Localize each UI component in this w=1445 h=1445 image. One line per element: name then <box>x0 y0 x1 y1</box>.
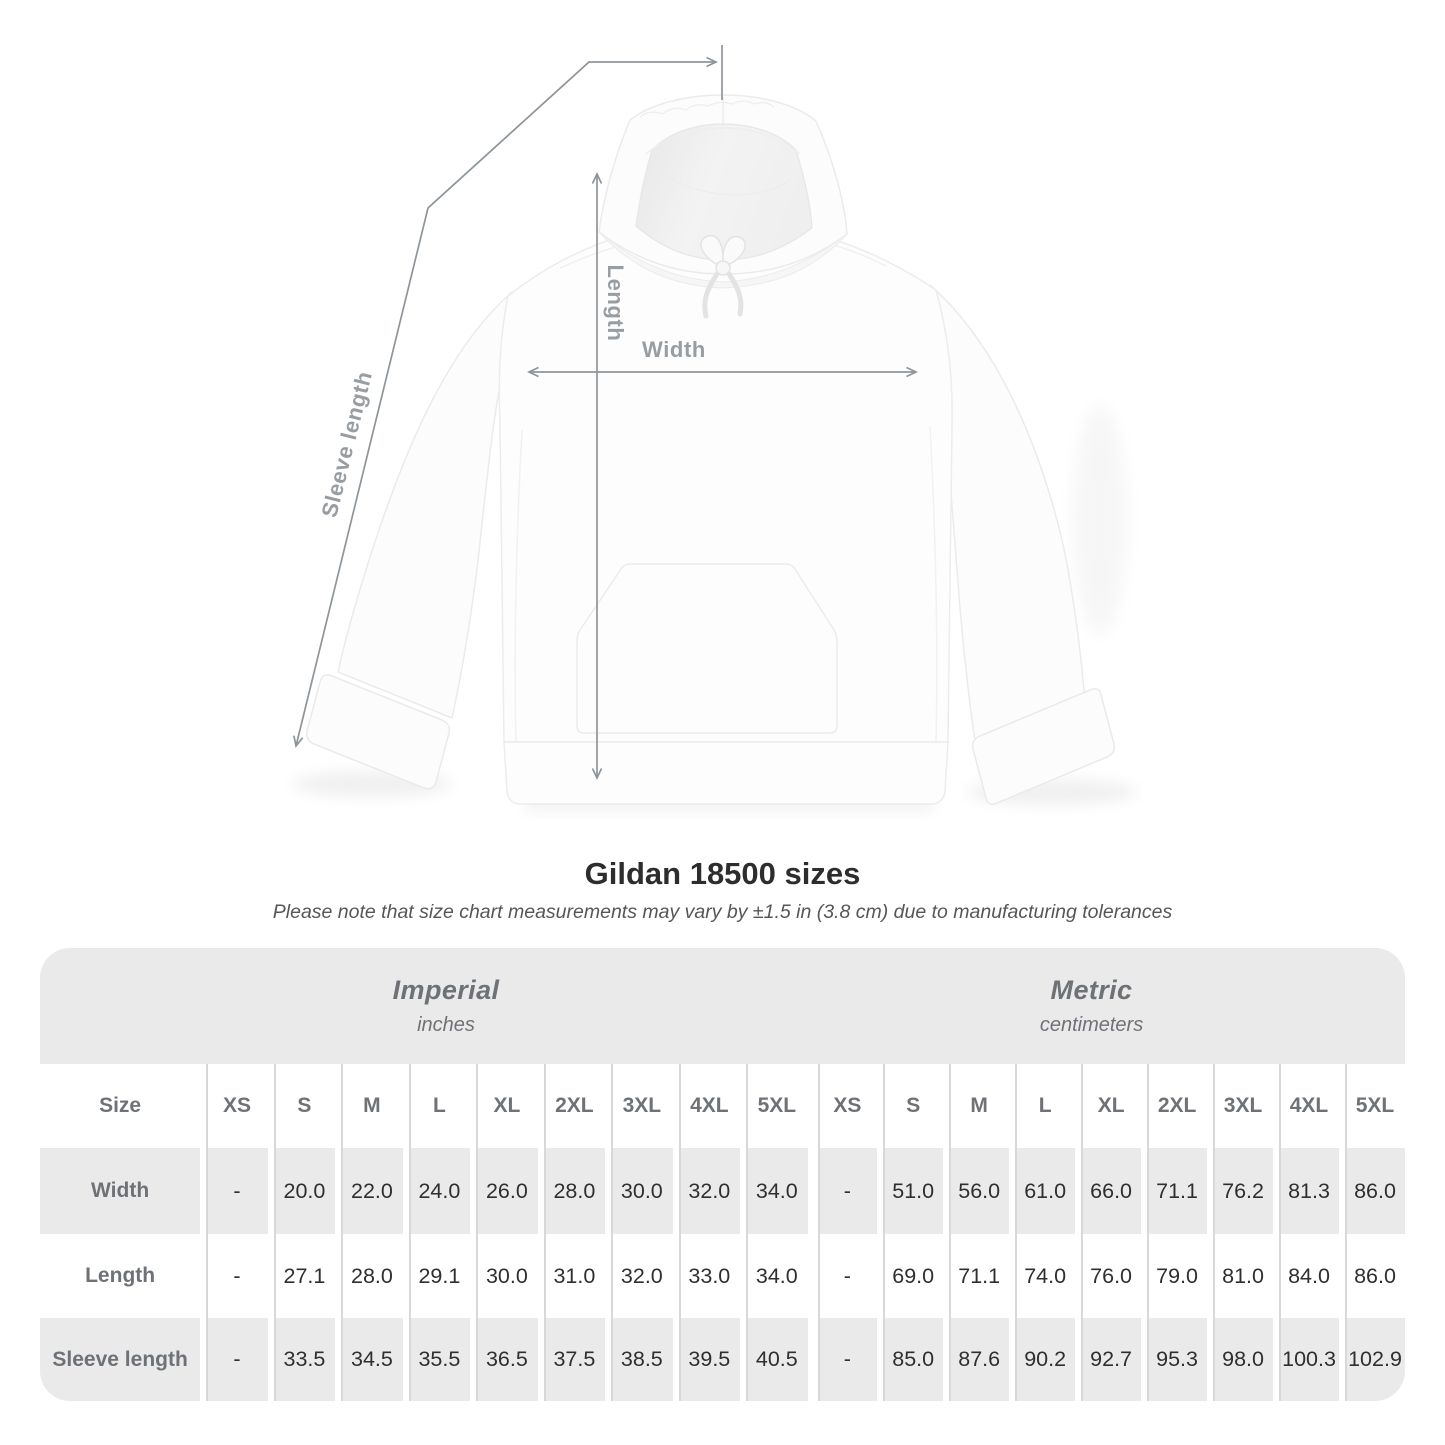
size-column-header-metric: 4XL <box>1273 1064 1339 1148</box>
right-sleeve <box>928 285 1088 760</box>
value-cell: 92.7 <box>1075 1318 1141 1401</box>
value-cell: 38.5 <box>605 1318 672 1401</box>
imperial-unit: inches <box>417 1014 475 1036</box>
metric-unit: centimeters <box>1039 1014 1144 1036</box>
length-label: Length <box>603 264 628 342</box>
size-column-header-metric: XS <box>808 1064 878 1148</box>
value-cell: 71.1 <box>1141 1148 1207 1234</box>
value-cell: 66.0 <box>1075 1148 1141 1234</box>
size-column-header-metric: L <box>1009 1064 1075 1148</box>
value-cell: 87.6 <box>943 1318 1009 1401</box>
page-subtitle: Please note that size chart measurements may vary by ±1.5 in (3.8 cm) due to manufacturing tolerances <box>272 901 1173 923</box>
value-cell: 30.0 <box>470 1234 537 1318</box>
size-column-header-metric: 3XL <box>1207 1064 1273 1148</box>
value-cell: 81.3 <box>1273 1148 1339 1234</box>
value-cell: - <box>200 1148 267 1234</box>
imperial-group-header <box>40 948 818 1064</box>
size-column-header-metric: S <box>877 1064 943 1148</box>
value-cell: 24.0 <box>403 1148 470 1234</box>
value-cell: 34.0 <box>740 1234 807 1318</box>
imperial-label: Imperial <box>392 975 500 1005</box>
value-cell: 35.5 <box>403 1318 470 1401</box>
size-column-header-imperial: XS <box>200 1064 267 1148</box>
value-cell: 27.1 <box>268 1234 335 1318</box>
size-column-header-imperial: 2XL <box>538 1064 605 1148</box>
size-column-header-imperial: 3XL <box>605 1064 672 1148</box>
value-cell: 34.5 <box>335 1318 402 1401</box>
table-header-row <box>40 1064 1405 1148</box>
row-label: Width <box>40 1148 200 1234</box>
value-cell: 34.0 <box>740 1148 807 1234</box>
value-cell: 95.3 <box>1141 1318 1207 1401</box>
left-sleeve <box>338 292 514 718</box>
value-cell: 39.5 <box>673 1318 740 1401</box>
value-cell: - <box>808 1318 878 1401</box>
value-cell: 32.0 <box>605 1234 672 1318</box>
value-cell: 32.0 <box>673 1148 740 1234</box>
value-cell: 30.0 <box>605 1148 672 1234</box>
size-column-header-imperial: XL <box>470 1064 537 1148</box>
value-cell: 86.0 <box>1339 1234 1405 1318</box>
measurement-row <box>40 1318 1405 1401</box>
size-column-header-imperial: L <box>403 1064 470 1148</box>
hoodie-illustration <box>307 95 1115 804</box>
value-cell: 33.5 <box>268 1318 335 1401</box>
value-cell: 81.0 <box>1207 1234 1273 1318</box>
value-cell: 76.0 <box>1075 1234 1141 1318</box>
hem-band <box>504 742 948 804</box>
value-cell: 56.0 <box>943 1148 1009 1234</box>
size-column-header-imperial: M <box>335 1064 402 1148</box>
metric-label: Metric <box>1050 975 1133 1005</box>
value-cell: - <box>808 1234 878 1318</box>
value-cell: 86.0 <box>1339 1148 1405 1234</box>
value-cell: - <box>808 1148 878 1234</box>
page-title: Gildan 18500 sizes <box>584 856 861 891</box>
value-cell: 36.5 <box>470 1318 537 1401</box>
value-cell: 31.0 <box>538 1234 605 1318</box>
row-label: Sleeve length <box>40 1318 200 1401</box>
value-cell: 74.0 <box>1009 1234 1075 1318</box>
value-cell: 28.0 <box>335 1234 402 1318</box>
value-cell: 28.0 <box>538 1148 605 1234</box>
value-cell: 20.0 <box>268 1148 335 1234</box>
value-cell: 29.1 <box>403 1234 470 1318</box>
measurements-table <box>40 1064 1405 1401</box>
value-cell: 84.0 <box>1273 1234 1339 1318</box>
value-cell: 33.0 <box>673 1234 740 1318</box>
size-column-header-metric: M <box>943 1064 1009 1148</box>
value-cell: 71.1 <box>943 1234 1009 1318</box>
size-column-header-metric: 2XL <box>1141 1064 1207 1148</box>
value-cell: 26.0 <box>470 1148 537 1234</box>
value-cell: 37.5 <box>538 1318 605 1401</box>
value-cell: 85.0 <box>877 1318 943 1401</box>
size-column-header-imperial: 5XL <box>740 1064 807 1148</box>
value-cell: 100.3 <box>1273 1318 1339 1401</box>
measurement-row <box>40 1234 1405 1318</box>
value-cell: 69.0 <box>877 1234 943 1318</box>
size-column-header-metric: XL <box>1075 1064 1141 1148</box>
value-cell: 22.0 <box>335 1148 402 1234</box>
metric-group-header <box>818 948 1405 1064</box>
value-cell: 90.2 <box>1009 1318 1075 1401</box>
measurement-row <box>40 1148 1405 1234</box>
size-column-header-imperial: 4XL <box>673 1064 740 1148</box>
size-column-header-metric: 5XL <box>1339 1064 1405 1148</box>
size-column-header: Size <box>99 1094 142 1117</box>
value-cell: 98.0 <box>1207 1318 1273 1401</box>
value-cell: 61.0 <box>1009 1148 1075 1234</box>
value-cell: 76.2 <box>1207 1148 1273 1234</box>
table-body <box>40 1148 1405 1401</box>
value-cell: - <box>200 1318 267 1401</box>
size-table <box>40 948 1405 1401</box>
sleeve-length-label: Sleeve length <box>316 368 377 520</box>
row-label: Length <box>85 1264 156 1287</box>
value-cell: 40.5 <box>740 1318 807 1401</box>
width-label: Width <box>642 337 706 362</box>
unit-header-band <box>40 948 1405 1064</box>
value-cell: 51.0 <box>877 1148 943 1234</box>
kangaroo-pocket <box>577 564 837 733</box>
value-cell: - <box>200 1234 267 1318</box>
value-cell: 79.0 <box>1141 1234 1207 1318</box>
value-cell: 102.9 <box>1339 1318 1405 1401</box>
size-column-header-imperial: S <box>268 1064 335 1148</box>
